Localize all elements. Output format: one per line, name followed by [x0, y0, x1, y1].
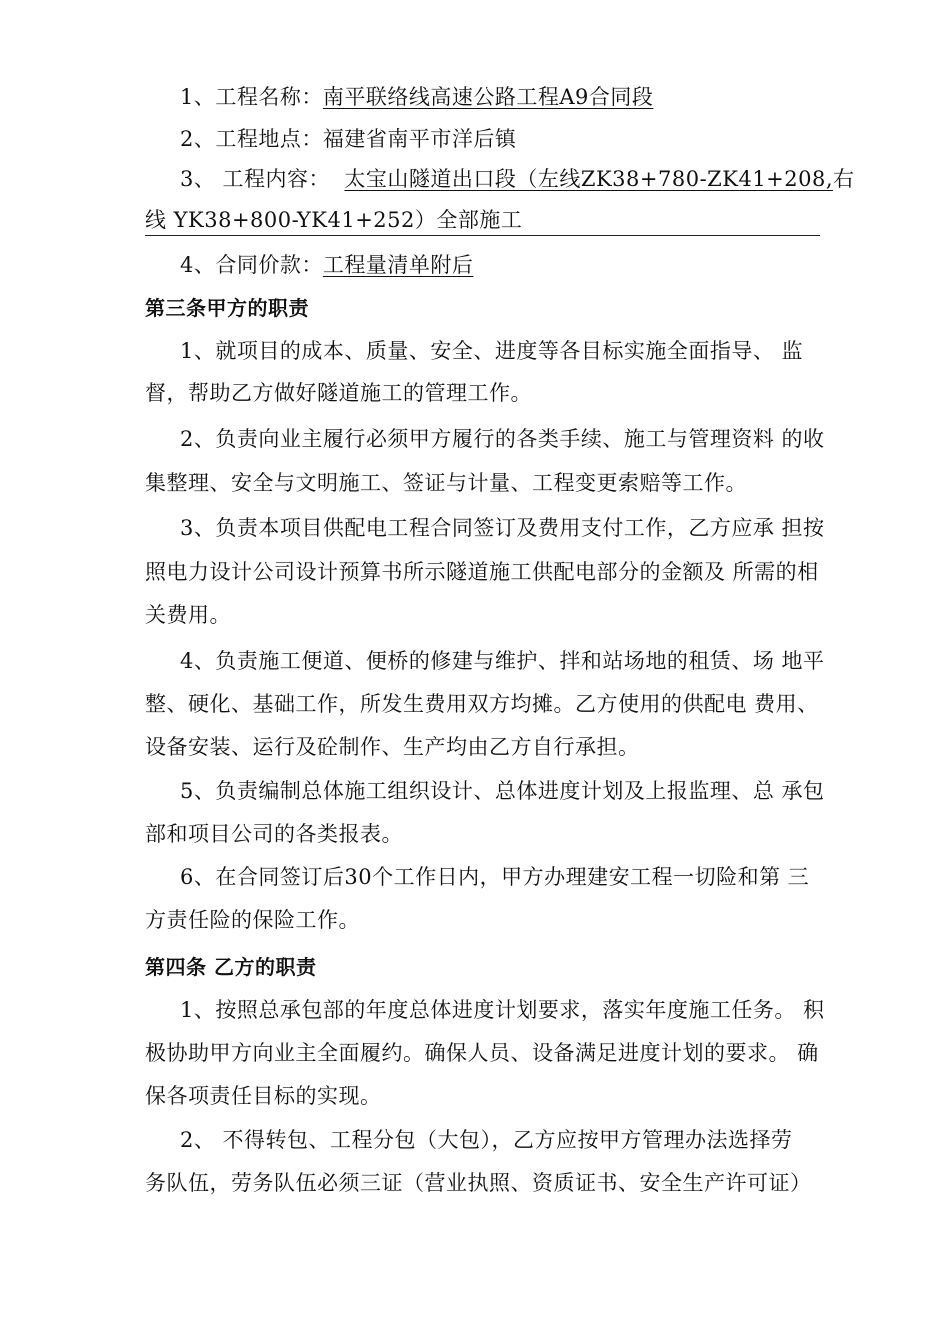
article-4-p1-line-1: 1、按照总承包部的年度总体进度计划要求，落实年度施工任务。 积	[180, 998, 825, 1022]
item-contract-price	[180, 250, 860, 280]
article-3-p6-line-2: 方责任险的保险工作。	[145, 908, 360, 932]
article-3-p5-line-2: 部和项目公司的各类报表。	[145, 822, 403, 846]
article-3-p4-line-2: 整、硬化、基础工作，所发生费用双方均摊。乙方使用的供配电 费用、	[145, 692, 819, 716]
article-4-p1-line-3: 保各项责任目标的实现。	[145, 1084, 382, 1108]
content-underline	[145, 235, 820, 236]
project-content-value-1: 太宝山隧道出口段（左线ZK38+780-ZK41+208,	[344, 167, 834, 191]
item-project-name	[180, 82, 860, 112]
article-4-p2-line-2: 务队伍，劳务队伍必须三证（营业执照、资质证书、安全生产许可证）	[145, 1171, 812, 1195]
project-content-value-2: 线 YK38+800-YK41+252）全部施工	[145, 208, 523, 232]
article-3-p3-line-1: 3、负责本项目供配电工程合同签订及费用支付工作，乙方应承 担按	[180, 516, 825, 540]
article-3-p3-line-3: 关费用。	[145, 603, 231, 627]
project-content-line-2	[145, 205, 825, 235]
article-3-p2-line-1: 2、负责向业主履行必须甲方履行的各类手续、施工与管理资料 的收	[180, 427, 825, 451]
article-3-p6-line-1: 6、在合同签订后30个工作日内，甲方办理建安工程一切险和第 三	[180, 865, 810, 889]
article-3-p1-line-1: 1、就项目的成本、质量、安全、进度等各目标实施全面指导、 监	[180, 339, 804, 363]
project-content-label: 3、 工程内容：	[180, 167, 331, 191]
contract-price-value: 工程量清单附后	[322, 253, 474, 277]
project-name-label: 1、工程名称：	[180, 85, 323, 109]
article-3-p4-line-1: 4、负责施工便道、便桥的修建与维护、拌和站场地的租赁、场 地平	[180, 649, 825, 673]
article-3-p2-line-2: 集整理、安全与文明施工、签证与计量、工程变更索赔等工作。	[145, 471, 747, 495]
article-4-heading: 第四条 乙方的职责	[145, 955, 317, 979]
item-project-location	[180, 124, 860, 154]
project-name-value: 南平联络线高速公路工程A9合同段	[322, 85, 654, 109]
contract-price-label: 4、合同价款：	[180, 253, 323, 277]
article-3-p5-line-1: 5、负责编制总体施工组织设计、总体进度计划及上报监理、总 承包	[180, 779, 825, 803]
item-project-content	[180, 164, 855, 194]
article-4-p1-line-2: 极协助甲方向业主全面履约。确保人员、设备满足进度计划的要求。 确	[145, 1041, 819, 1065]
article-4-p2-line-1: 2、 不得转包、工程分包（大包），乙方应按甲方管理办法选择劳	[180, 1128, 793, 1152]
project-location-label: 2、工程地点：	[180, 127, 323, 151]
project-location-value: 福建省南平市洋后镇	[322, 127, 517, 151]
article-3-heading: 第三条甲方的职责	[145, 296, 309, 320]
article-3-p1-line-2: 督，帮助乙方做好隧道施工的管理工作。	[145, 381, 532, 405]
article-3-p3-line-2: 照电力设计公司设计预算书所示隧道施工供配电部分的金额及 所需的相	[145, 560, 819, 584]
article-3-p4-line-3: 设备安装、运行及砼制作、生产均由乙方自行承担。	[145, 735, 640, 759]
project-content-value-1-end: 右	[833, 167, 855, 191]
